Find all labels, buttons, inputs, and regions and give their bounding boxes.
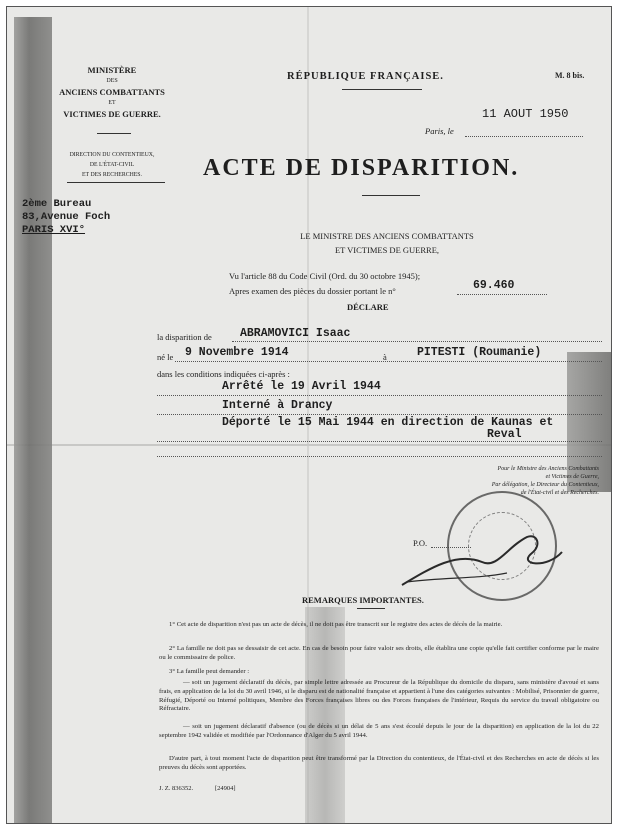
date-stamp: 11 AOUT 1950 [482, 107, 569, 121]
divider [362, 195, 420, 196]
person-name: ABRAMOVICI Isaac [240, 327, 351, 340]
birth-date: 9 Novembre 1914 [185, 346, 289, 359]
po-label: P.O. [413, 538, 428, 548]
disappearance-label: la disparition de [157, 332, 212, 342]
address-stamp [22, 198, 110, 237]
ministry-header [47, 65, 177, 120]
name-line [232, 341, 602, 342]
remark-paragraph: 1° Cet acte de disparition n'est pas un acte de décès, il ne doit pas être transcrit sur le registre des actes de décès de la mairie. [169, 621, 503, 628]
condition-line: Reval [487, 428, 522, 441]
remark-paragraph: — soit un jugement déclaratif d'absence (ou de décès si un délai de 5 ans s'est écoulé depuis le jour de la disparition) en application de la loi du 22 septembre 1942 validée et modifiée par l'Ordonnance d'Alger du 5 avril 1944. [159, 723, 599, 739]
divider [357, 608, 385, 609]
direction-line: DIRECTION DU CONTENTIEUX, [69, 152, 155, 158]
signature-line: de l'État-civil et des Recherches. [520, 490, 599, 496]
form-model: M. 8 bis. [555, 71, 585, 80]
file-number: 69.460 [473, 279, 515, 292]
ministry-line: ET [108, 100, 116, 106]
condition-dotted [157, 456, 602, 457]
legal-reference: Vu l'article 88 du Code Civil (Ord. du 30 octobre 1945); [229, 271, 421, 281]
fold-line-horizontal [7, 444, 612, 446]
direction-line: DE L'ÉTAT-CIVIL [89, 162, 135, 168]
address-line: PARIS XVI° [22, 224, 86, 236]
remark-paragraph: D'autre part, à tout moment l'acte de disparition peut être transformé par la Direction du contentieux, de l'État-civil et des Recherches en acte de décès si les preuves du décès sont apportées. [159, 755, 599, 771]
ministry-line: MINISTÈRE [87, 65, 137, 75]
address-line: 83,Avenue Foch [22, 211, 111, 223]
authority-line: ET VICTIMES DE GUERRE, [334, 245, 440, 255]
document-page [6, 6, 612, 824]
signature-line: et Victimes de Guerre, [545, 474, 599, 480]
remarks-title: REMARQUES IMPORTANTES. [302, 595, 424, 605]
born-label: né le [157, 352, 174, 362]
condition-line: Déporté le 15 Mai 1944 en direction de Kaunas et [222, 416, 554, 429]
direction-line: ET DES RECHERCHES. [82, 172, 142, 178]
ministry-line: ANCIENS COMBATTANTS [59, 87, 165, 97]
direction-header [49, 150, 175, 180]
conditions-label: dans les conditions indiquées ci-après : [157, 369, 290, 379]
handwritten-signature [387, 507, 567, 597]
birth-line [175, 361, 602, 362]
scan-shadow-left [14, 17, 52, 824]
at-label: à [383, 352, 387, 362]
declares-heading: DÉCLARE [347, 302, 389, 312]
divider [97, 133, 131, 134]
print-reference: [24904] [215, 785, 236, 792]
place-label: Paris, le [425, 126, 454, 136]
ministry-line: DES [106, 78, 118, 84]
address-line: 2ème Bureau [22, 198, 92, 210]
condition-dotted [157, 395, 602, 396]
divider [342, 89, 422, 90]
date-dotted-line [465, 136, 583, 137]
file-examination: Apres examen des pièces du dossier portant le n° [229, 286, 396, 296]
remark-paragraph: 3° La famille peut demander : [169, 668, 250, 675]
divider [67, 182, 165, 183]
scan-shadow-middle [305, 607, 345, 824]
document-title: ACTE DE DISPARITION. [203, 155, 520, 181]
ministry-line: VICTIMES DE GUERRE. [63, 109, 161, 119]
remark-paragraph: — soit un jugement déclaratif du décès, par simple lettre adressée au Procureur de la République du domicile du disparu, sans ministère d'avoué et sans frais, en application de la loi du 30 avril 1946, si le disparu est de nationalité française et appartient à l'une des catégories suivantes : Mobilisé, Prisonnier de guerre, Réfugié, Déporté ou Interné politiques, Membre des Forces françaises libres ou des Forces françaises de l'intérieur, Requis du service du travail obligatoire ou Réfractaire. [159, 679, 599, 713]
authority-line: LE MINISTRE DES ANCIENS COMBATTANTS [300, 231, 474, 241]
condition-dotted [157, 441, 602, 442]
signature-line: Pour le Ministre des Anciens Combattants [497, 466, 599, 472]
condition-dotted [157, 414, 602, 415]
birth-place: PITESTI (Roumanie) [417, 346, 542, 359]
remark-paragraph: 2° La famille ne doit pas se dessaisir de cet acte. En cas de besoin pour faire valoir ses droits, elle établira une copie qu'elle fait certifier conforme par le maire ou le commissaire de police. [159, 645, 599, 661]
print-code: J. Z. 836352. [159, 785, 194, 792]
republic-heading: RÉPUBLIQUE FRANÇAISE. [287, 71, 444, 82]
condition-line: Interné à Drancy [222, 399, 333, 412]
file-number-line [457, 294, 547, 295]
signature-line: Par délégation, le Directeur du Contentieux, [491, 482, 599, 488]
condition-line: Arrêté le 19 Avril 1944 [222, 380, 381, 393]
